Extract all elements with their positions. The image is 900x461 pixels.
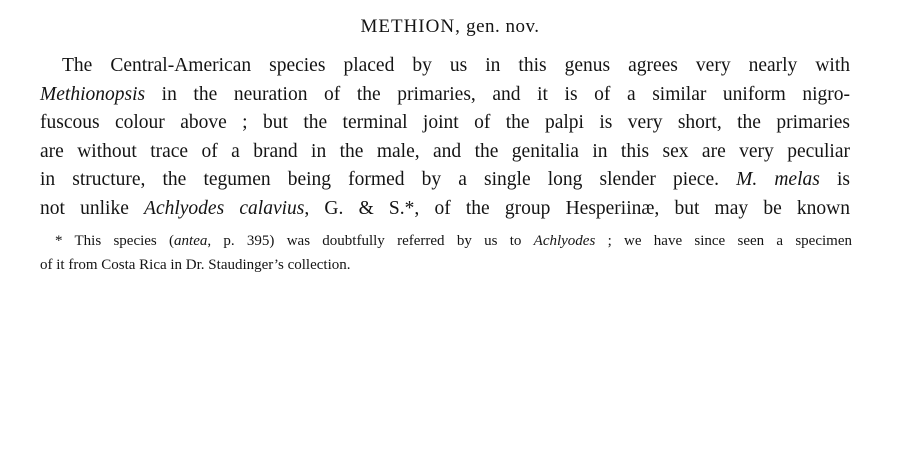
footnote-line-1 [40,229,852,253]
paragraph-line-5 [40,166,850,195]
paragraph-line-2 [40,81,850,110]
text-run: is [819,169,850,190]
text-run: fuscous colour above ; but the terminal joint of the palpi is very short, the primaries [40,112,850,133]
italic-genus-name: Methionopsis [40,83,146,105]
text-run: not unlike [40,197,145,219]
italic-species-name: M. melas [736,169,820,190]
footnote [40,229,852,277]
paragraph-line-3 [40,109,850,138]
text-run: , G. & S.*, of the group Hesperiinæ, but may be known [304,197,850,219]
genus-note: gen. nov. [466,16,540,37]
text-run: of it from Costa Rica in Dr. Staudinger’s collection. [40,257,351,273]
genus-name: METHION, [360,16,461,37]
text-run: are without trace of a brand in the male, and the genitalia in this sex are very peculiar [40,140,850,162]
page-heading [0,16,900,38]
text-run: in the neuration of the primaries, and it is of a similar uniform nigro- [145,83,850,105]
paragraph-line-1 [40,52,850,81]
text-run: ; we have since seen a specimen [595,233,852,249]
text-run: in structure, the tegumen being formed by a single long slender piece. [40,169,737,190]
text-run: , p. 395) was doubtfully referred by us to [207,233,534,249]
italic-reference: antea [174,233,208,249]
footnote-line-2 [40,253,852,277]
text-run: The Central-American species placed by us in this genus agrees very nearly with [62,55,850,76]
italic-genus-name: Achlyodes [533,233,596,249]
paragraph-line-6 [40,195,850,224]
italic-species-name: Achlyodes calavius [144,197,305,219]
body-paragraph [40,52,850,223]
paragraph-line-4 [40,138,850,167]
text-run: * This species ( [55,233,175,249]
